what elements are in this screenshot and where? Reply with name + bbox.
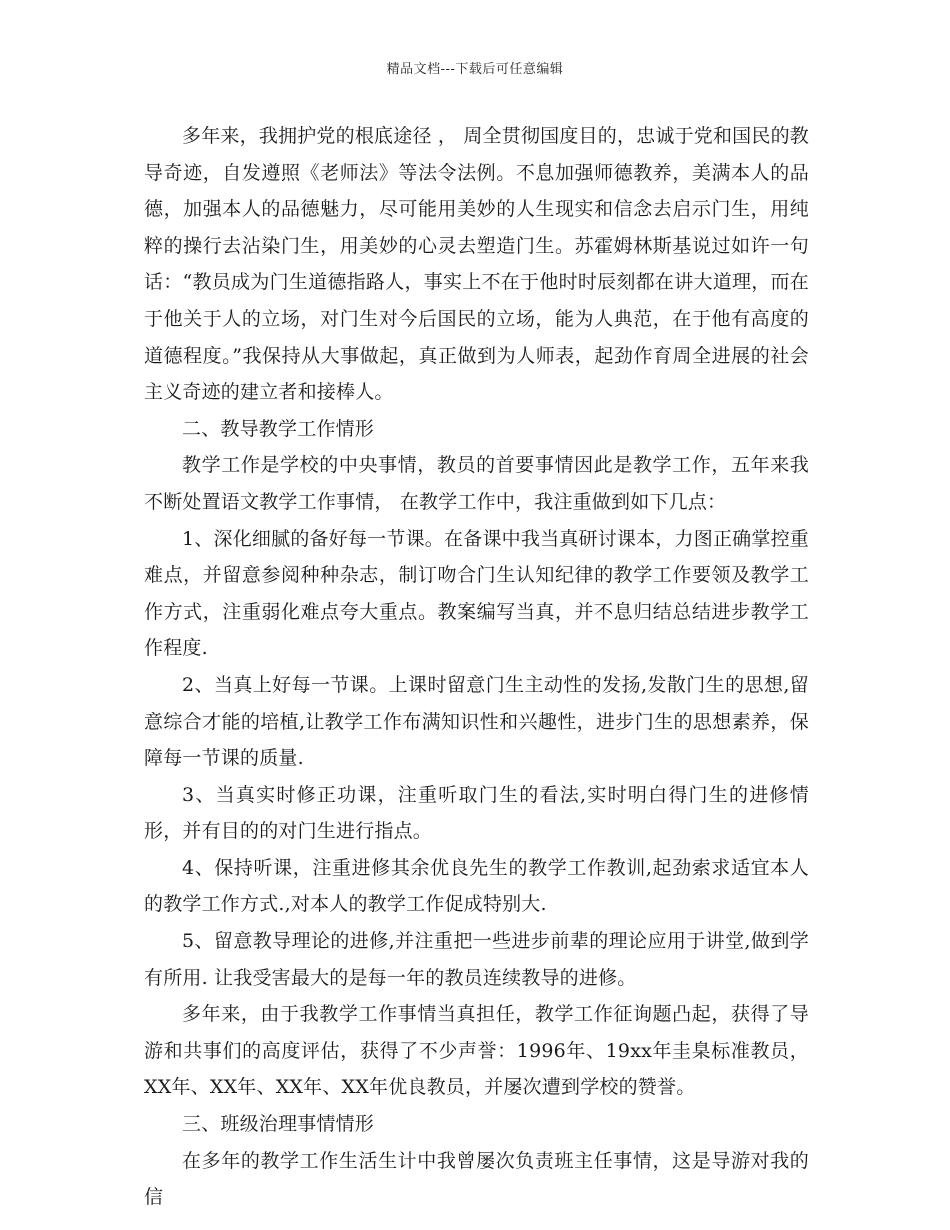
section-heading: 二、教导教学工作情形 bbox=[182, 417, 375, 440]
list-item: 5、留意教导理论的进修,并注重把一些进步前辈的理论应用于讲堂,做到学有所用. 让我受害最大的是每一年的教员连续教导的进修。 bbox=[144, 930, 809, 989]
section-heading: 三、班级治理事情情形 bbox=[182, 1113, 375, 1136]
page-header: 精品文档---下载后可任意编辑 bbox=[386, 62, 564, 77]
list-item: 2、当真上好每一节课。上课时留意门生主动性的发扬,发散门生的思想,留意综合才能的培植,让教学工作布满知识性和兴趣性，进步门生的思想素养，保障每一节课的质量. bbox=[144, 673, 809, 770]
paragraph: 多年来，由于我教学工作事情当真担任，教学工作征询题凸起，获得了导游和共事们的高度评估，获得了不少声誉：1996年、19xx年圭臬标准教员，XX年、XX年、XX年、XX年优良教员，并屡次遭到学校的赞誉。 bbox=[144, 1003, 809, 1099]
list-item: 3、当真实时修正功课，注重听取门生的看法,实时明白得门生的进修情形，并有目的的对门生进行指点。 bbox=[144, 783, 809, 843]
paragraph: 教学工作是学校的中央事情，教员的首要事情因此是教学工作，五年来我不断处置语文教学工作事情， 在教学工作中，我注重做到如下几点： bbox=[144, 454, 809, 513]
list-item: 1、深化细腻的备好每一节课。在备课中我当真研讨课本，力图正确掌控重难点，并留意参阅种种杂志，制订吻合门生认知纪律的教学工作要领及教学工作方式，注重弱化难点夸大重点。教案编写当真，并不息归结总结进步教学工作程度. bbox=[144, 527, 809, 660]
paragraph: 多年来，我拥护党的根底途径 ， 周全贯彻国度目的，忠诚于党和国民的教导奇迹，自发遵照《老师法》等法令法例。不息加强师德教养，美满本人的品德，加强本人的品德魅力，尽可能用美妙的人生现实和信念去启示门生，用纯粹的操行去沾染门生，用美妙的心灵去塑造门生。苏霍姆林斯基说过如许一句话：“教员成为门生道德指路人，事实上不在于他时时辰刻都在讲大道理，而在于他关于人的立场，对门生对今后国民的立场，能为人典范，在于他有高度的道德程度。”我保持从大事做起，真正做到为人师表，起劲作育周全进展的社会主义奇迹的建立者和接棒人。 bbox=[144, 125, 809, 404]
document-body bbox=[144, 118, 809, 1216]
paragraph: 在多年的教学工作生活生计中我曾屡次负责班主任事情，这是导游对我的信 bbox=[144, 1149, 809, 1209]
list-item: 4、保持听课，注重进修其余优良先生的教学工作教训,起劲索求适宜本人的教学工作方式.,对本人的教学工作促成特别大. bbox=[144, 856, 809, 916]
